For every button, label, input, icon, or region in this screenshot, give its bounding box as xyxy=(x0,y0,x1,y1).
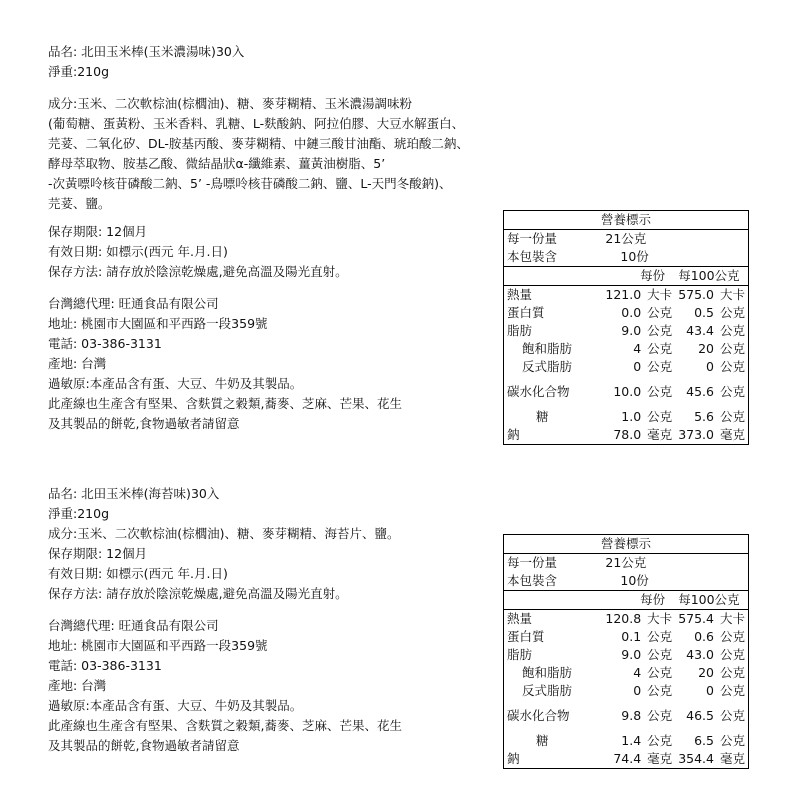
value-per-100g: 373.0 xyxy=(675,426,717,445)
ingredients-line: (葡萄糖、蛋黃粉、玉米香料、乳糖、L-麩酸鈉、阿拉伯膠、大豆水解蛋白、 xyxy=(48,116,465,131)
row-label: 飽和脂肪 xyxy=(504,340,603,358)
factory-note: 此產線也生產含有堅果、含麩質之穀類,蕎麥、芝麻、芒果、花生 xyxy=(48,396,402,411)
value-per-serving: 121.0 xyxy=(602,286,644,305)
unit: 公克 xyxy=(717,358,749,376)
unit: 大卡 xyxy=(717,610,749,629)
row-label: 鈉 xyxy=(504,750,603,769)
row-label: 脂肪 xyxy=(504,322,603,340)
ingredients-line: 酵母萃取物、胺基乙酸、微結晶狀α-纖維素、薑黃油樹脂、5’ xyxy=(48,156,386,171)
col-per-serving: 每份 xyxy=(640,592,666,607)
unit: 公克 xyxy=(647,409,673,424)
unit: 公克 xyxy=(717,376,749,408)
unit: 公克 xyxy=(717,664,749,682)
row-label: 鈉 xyxy=(504,426,603,445)
storage-method: 保存方法: 請存放於陰涼乾燥處,避免高溫及陽光直射。 xyxy=(48,264,348,279)
row-label: 反式脂肪 xyxy=(504,682,603,700)
unit: 公克 xyxy=(647,733,673,748)
value-per-100g: 0 xyxy=(706,683,714,698)
value-per-serving: 0.0 xyxy=(621,305,642,320)
unit: 公克 xyxy=(647,629,673,644)
shelf-life: 保存期限: 12個月 xyxy=(48,546,148,561)
unit: 公克 xyxy=(717,340,749,358)
unit: 公克 xyxy=(647,665,673,680)
net-weight: 淨重:210g xyxy=(48,506,110,521)
servings-value: 10份 xyxy=(602,248,748,267)
unit: 毫克 xyxy=(644,426,675,445)
unit: 公克 xyxy=(647,384,673,399)
distributor: 台灣總代理: 旺通食品有限公司 xyxy=(48,296,219,311)
serving-size-label: 每一份量 xyxy=(504,554,603,573)
value-per-100g: 20 xyxy=(698,665,714,680)
value-per-100g: 0.5 xyxy=(694,305,714,320)
nutrition-title: 營養標示 xyxy=(504,211,749,230)
allergen: 過敏原:本產品含有蛋、大豆、牛奶及其製品。 xyxy=(48,376,303,391)
col-per-serving: 每份 xyxy=(640,268,666,283)
expiry-date: 有效日期: 如標示(西元 年.月.日) xyxy=(48,566,228,581)
value-per-serving: 10.0 xyxy=(613,384,642,399)
serving-size-label: 每一份量 xyxy=(504,230,603,249)
value-per-serving: 9.0 xyxy=(621,323,642,338)
value-per-serving: 0.1 xyxy=(621,629,642,644)
nutrition-title: 營養標示 xyxy=(504,535,749,554)
nutrition-table-2 xyxy=(503,534,749,769)
unit: 公克 xyxy=(647,359,673,374)
phone: 電話: 03-386-3131 xyxy=(48,336,162,351)
row-label: 糖 xyxy=(504,732,603,750)
value-per-serving: 9.0 xyxy=(621,647,642,662)
ingredients-line: 芫荽、二氧化矽、DL-胺基丙酸、麥芽糊精、中鏈三酸甘油酯、琥珀酸二鈉、 xyxy=(48,136,469,151)
value-per-serving: 0 xyxy=(633,683,642,698)
ingredients-line: 成分:玉米、二次軟棕油(棕櫚油)、糖、麥芽糊精、海苔片、鹽。 xyxy=(48,526,400,541)
value-per-serving: 4 xyxy=(633,341,642,356)
unit: 大卡 xyxy=(717,286,749,305)
unit: 公克 xyxy=(647,708,673,723)
unit: 毫克 xyxy=(717,426,749,445)
value-per-100g: 46.5 xyxy=(686,708,714,723)
unit: 公克 xyxy=(647,323,673,338)
row-label: 蛋白質 xyxy=(504,304,603,322)
unit: 公克 xyxy=(647,341,673,356)
col-per-100g: 每100公克 xyxy=(675,591,748,610)
value-per-serving: 78.0 xyxy=(602,426,644,445)
allergen: 過敏原:本產品含有蛋、大豆、牛奶及其製品。 xyxy=(48,698,303,713)
phone: 電話: 03-386-3131 xyxy=(48,658,162,673)
value-per-100g: 575.4 xyxy=(675,610,717,629)
unit: 公克 xyxy=(647,647,673,662)
product-name: 品名: 北田玉米棒(玉米濃湯味)30入 xyxy=(48,44,245,59)
unit: 毫克 xyxy=(717,750,749,769)
unit: 公克 xyxy=(717,700,749,732)
value-per-serving: 4 xyxy=(633,665,642,680)
row-label: 熱量 xyxy=(504,610,603,629)
unit: 大卡 xyxy=(644,610,675,629)
distributor: 台灣總代理: 旺通食品有限公司 xyxy=(48,618,219,633)
row-label: 蛋白質 xyxy=(504,628,603,646)
unit: 公克 xyxy=(717,322,749,340)
value-per-100g: 43.4 xyxy=(686,323,714,338)
value-per-100g: 0.6 xyxy=(694,629,714,644)
origin: 產地: 台灣 xyxy=(48,356,107,371)
value-per-100g: 575.0 xyxy=(675,286,717,305)
product-name: 品名: 北田玉米棒(海苔味)30入 xyxy=(48,486,220,501)
unit: 公克 xyxy=(717,408,749,426)
unit: 公克 xyxy=(647,305,673,320)
row-label: 脂肪 xyxy=(504,646,603,664)
serving-size-value: 21公克 xyxy=(602,554,748,573)
unit: 毫克 xyxy=(644,750,675,769)
expiry-date: 有效日期: 如標示(西元 年.月.日) xyxy=(48,244,228,259)
row-label: 糖 xyxy=(504,408,603,426)
ingredients-line: 芫荽、鹽。 xyxy=(48,196,111,211)
product2-info xyxy=(48,484,402,756)
serving-size-value: 21公克 xyxy=(602,230,748,249)
ingredients-line: -次黃嘌呤核苷磷酸二鈉、5’ -鳥嘌呤核苷磷酸二鈉、鹽、L-天門冬酸鈉)、 xyxy=(48,176,452,191)
row-label: 碳水化合物 xyxy=(504,700,603,732)
unit: 公克 xyxy=(717,628,749,646)
shelf-life: 保存期限: 12個月 xyxy=(48,224,148,239)
factory-note: 及其製品的餅乾,食物過敏者請留意 xyxy=(48,738,240,753)
servings-label: 本包裝含 xyxy=(504,248,603,267)
servings-label: 本包裝含 xyxy=(504,572,603,591)
net-weight: 淨重:210g xyxy=(48,64,110,79)
unit: 公克 xyxy=(717,682,749,700)
unit: 公克 xyxy=(647,683,673,698)
value-per-100g: 0 xyxy=(706,359,714,374)
row-label: 碳水化合物 xyxy=(504,376,603,408)
product1-info xyxy=(48,42,469,434)
address: 地址: 桃園市大園區和平西路一段359號 xyxy=(48,638,268,653)
factory-note: 此產線也生產含有堅果、含麩質之穀類,蕎麥、芝麻、芒果、花生 xyxy=(48,718,402,733)
row-label: 反式脂肪 xyxy=(504,358,603,376)
storage-method: 保存方法: 請存放於陰涼乾燥處,避免高溫及陽光直射。 xyxy=(48,586,348,601)
row-label: 飽和脂肪 xyxy=(504,664,603,682)
nutrition-table-1 xyxy=(503,210,749,445)
value-per-100g: 45.6 xyxy=(686,384,714,399)
value-per-serving: 1.0 xyxy=(621,409,642,424)
col-per-100g: 每100公克 xyxy=(675,267,748,286)
factory-note: 及其製品的餅乾,食物過敏者請留意 xyxy=(48,416,240,431)
value-per-serving: 0 xyxy=(633,359,642,374)
value-per-serving: 120.8 xyxy=(602,610,644,629)
unit: 公克 xyxy=(717,304,749,322)
value-per-serving: 9.8 xyxy=(621,708,642,723)
unit: 大卡 xyxy=(644,286,675,305)
value-per-100g: 6.5 xyxy=(694,733,714,748)
value-per-100g: 5.6 xyxy=(694,409,714,424)
unit: 公克 xyxy=(717,732,749,750)
unit: 公克 xyxy=(717,646,749,664)
value-per-100g: 20 xyxy=(698,341,714,356)
value-per-100g: 354.4 xyxy=(675,750,717,769)
address: 地址: 桃園市大園區和平西路一段359號 xyxy=(48,316,268,331)
servings-value: 10份 xyxy=(602,572,748,591)
value-per-serving: 74.4 xyxy=(602,750,644,769)
origin: 產地: 台灣 xyxy=(48,678,107,693)
row-label: 熱量 xyxy=(504,286,603,305)
ingredients-line: 成分:玉米、二次軟棕油(棕櫚油)、糖、麥芽糊精、玉米濃湯調味粉 xyxy=(48,96,412,111)
value-per-100g: 43.0 xyxy=(686,647,714,662)
value-per-serving: 1.4 xyxy=(621,733,642,748)
